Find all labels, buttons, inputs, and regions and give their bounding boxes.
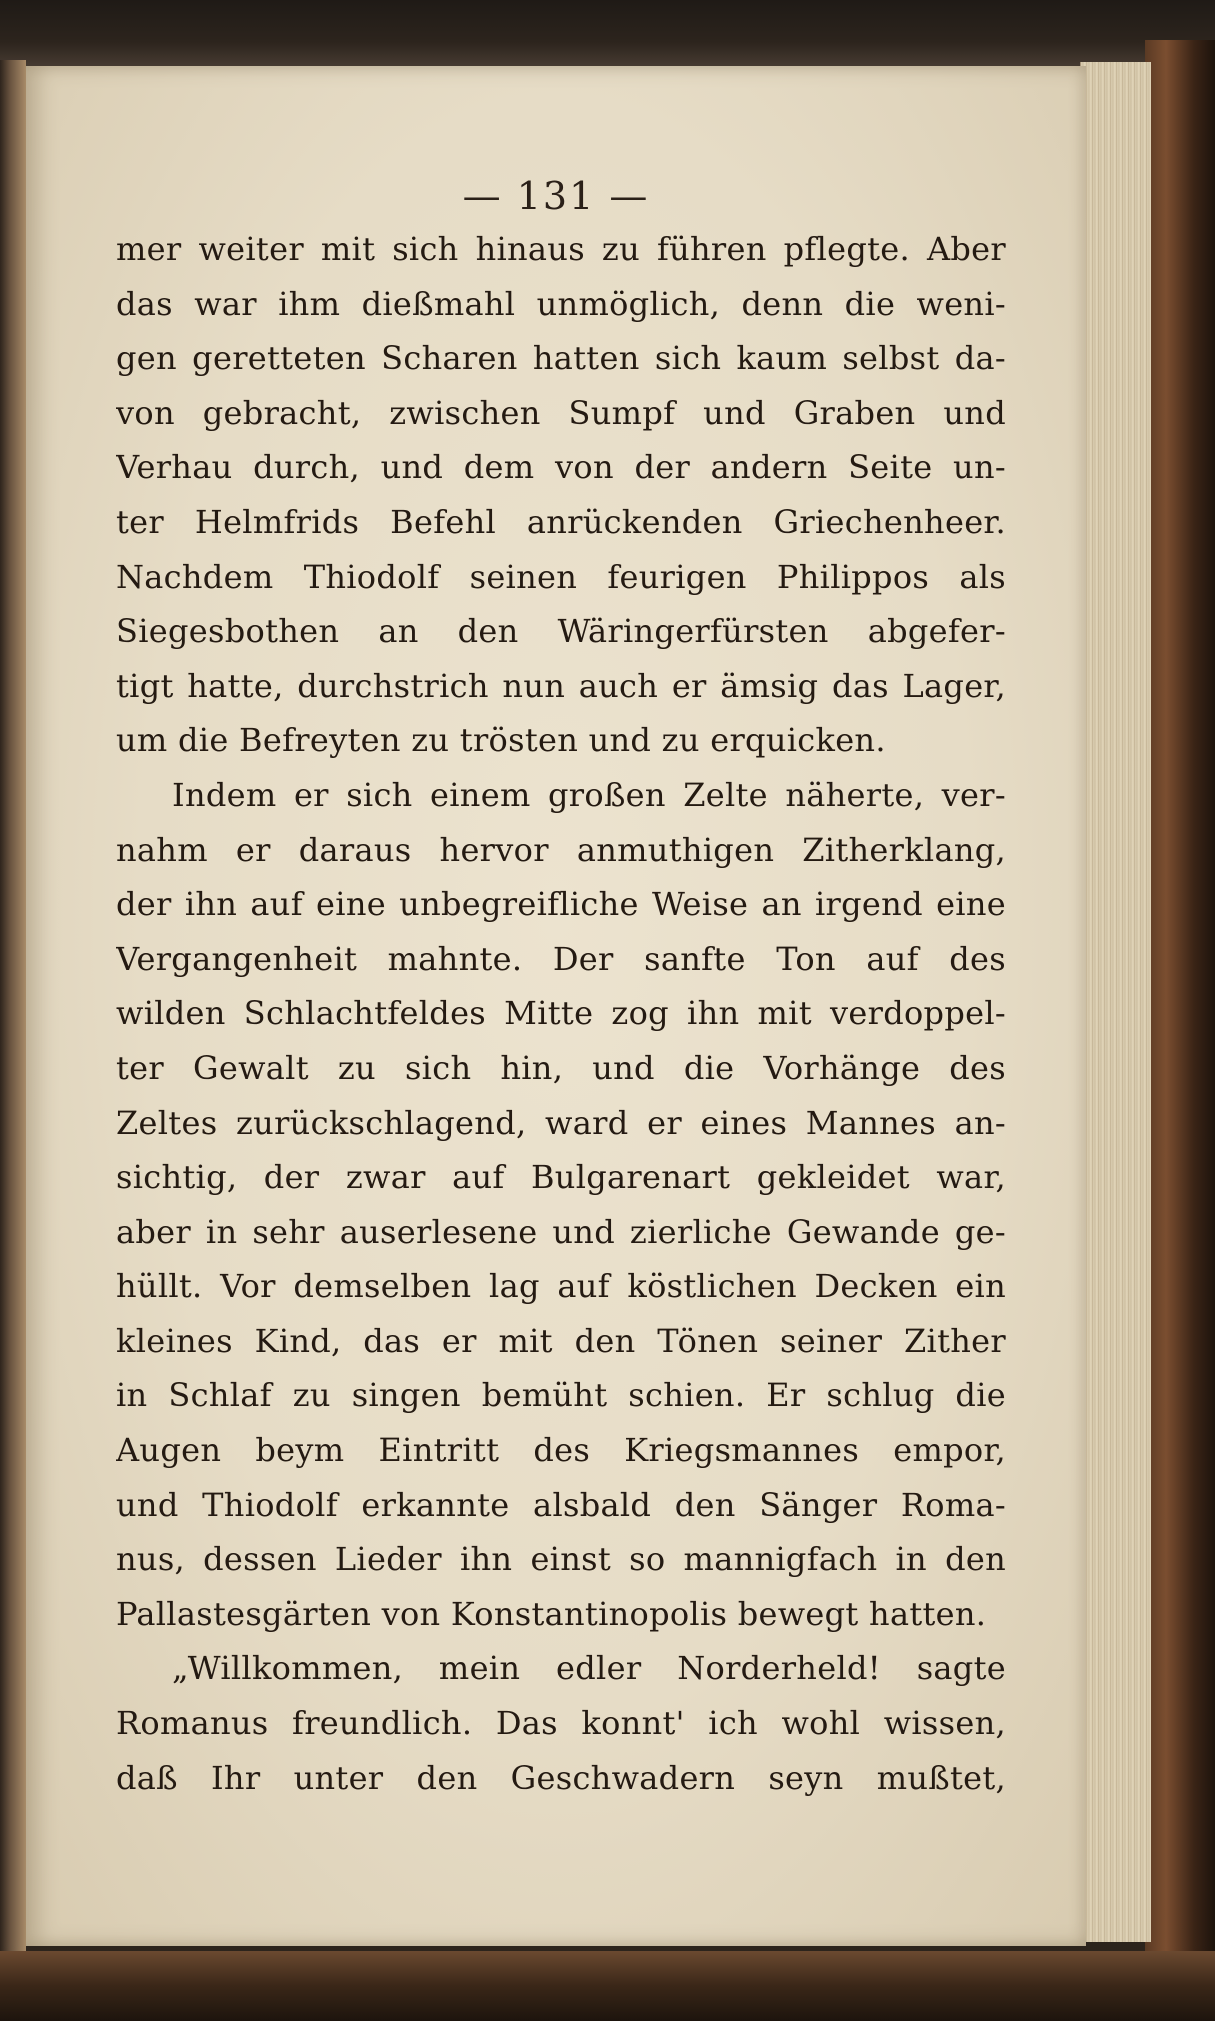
text-line: Zeltes zurückschlagend, ward er eines Mannes an- [116,1103,1006,1142]
text-line: Nachdem Thiodolf seinen feurigen Philippos als [116,557,1006,596]
text-line: und Thiodolf erkannte alsbald den Sänger Roma- [116,1485,1006,1524]
page-number: — 131 — [462,174,650,218]
text-line: der ihn auf eine unbegreifliche Weise an irgend eine [116,885,1006,924]
book-cover-right [1145,40,1215,2000]
text-line: aber in sehr auserlesene und zierliche Gewande ge- [116,1212,1006,1251]
text-line: „Willkommen, mein edler Norderheld! sagte [172,1649,1006,1688]
body-text [116,222,1006,1805]
book-page [26,66,1086,1946]
text-line: sichtig, der zwar auf Bulgarenart gekleidet war, [116,1158,1006,1197]
text-line: Indem er sich einem großen Zelte näherte, ver- [172,775,1006,814]
binding-edge [0,60,26,1960]
book-cover-bottom [0,1951,1215,2021]
text-line: ter Gewalt zu sich hin, und die Vorhänge des [116,1048,1006,1087]
book-cover-top [0,0,1215,70]
text-line: Verhau durch, und dem von der andern Seite un- [116,448,1006,487]
text-line: daß Ihr unter den Geschwadern seyn mußtet, [116,1758,1006,1797]
text-line: Siegesbothen an den Wäringerfürsten abgefer- [116,612,1006,651]
text-line: von gebracht, zwischen Sumpf und Graben und [116,393,1006,432]
text-line: wilden Schlachtfeldes Mitte zog ihn mit verdoppel- [116,994,1006,1033]
page-block-edges [1080,62,1151,1942]
text-line: ter Helmfrids Befehl anrückenden Griechenheer. [116,502,1006,541]
text-line: kleines Kind, das er mit den Tönen seiner Zither [116,1321,1006,1360]
text-line: in Schlaf zu singen bemüht schien. Er schlug die [116,1376,1006,1415]
text-line: nus, dessen Lieder ihn einst so mannigfach in den [116,1540,1006,1579]
text-line: um die Befreyten zu trösten und zu erquicken. [116,721,886,760]
text-line: hüllt. Vor demselben lag auf köstlichen Decken ein [116,1267,1006,1306]
text-line: das war ihm dießmahl unmöglich, denn die weni- [116,284,1006,323]
text-line: nahm er daraus hervor anmuthigen Zitherklang, [116,830,1006,869]
text-line: Romanus freundlich. Das konnt' ich wohl wissen, [116,1704,1006,1743]
text-line: Augen beym Eintritt des Kriegsmannes empor, [116,1431,1006,1470]
text-line: mer weiter mit sich hinaus zu führen pflegte. Aber [116,230,1006,268]
text-line: Vergangenheit mahnte. Der sanfte Ton auf des [116,939,1006,978]
text-line: Pallastesgärten von Konstantinopolis bewegt hatten. [116,1594,987,1633]
text-line: tigt hatte, durchstrich nun auch er ämsig das Lager, [116,666,1006,705]
text-line: gen geretteten Scharen hatten sich kaum selbst da- [116,339,1006,378]
